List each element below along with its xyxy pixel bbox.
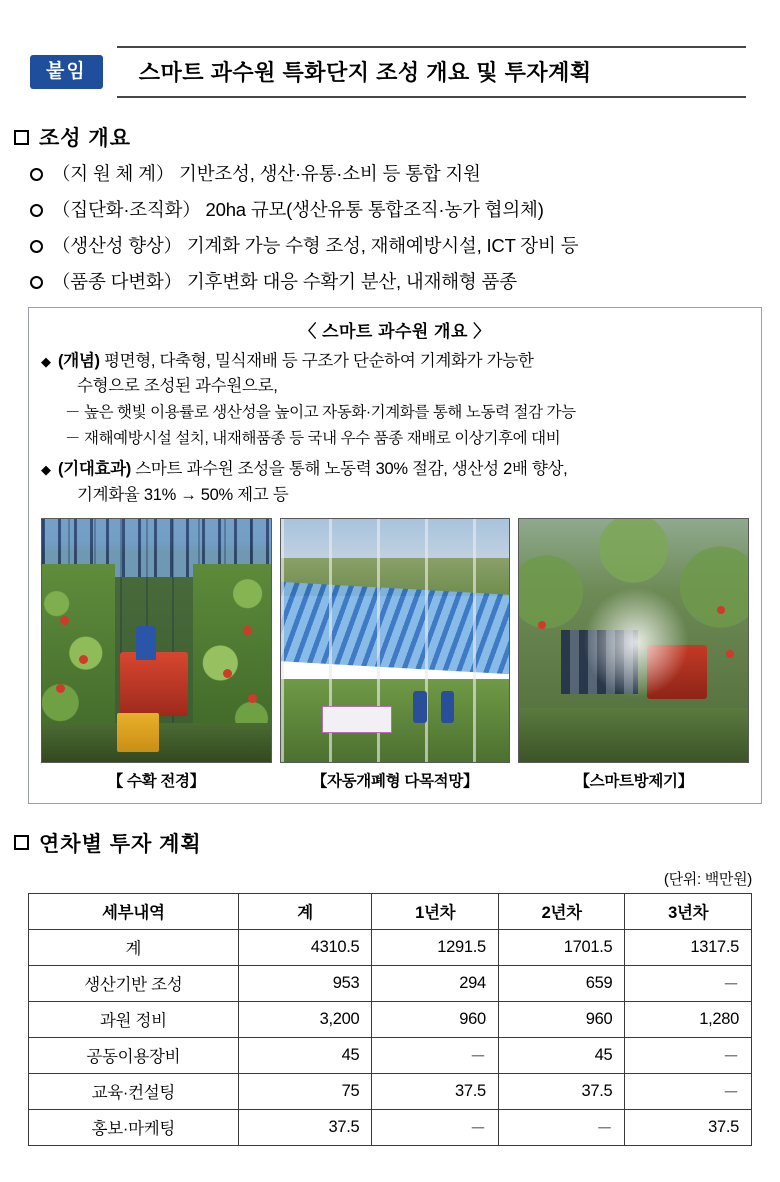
table-row (29, 929, 752, 965)
concept-text-line2: 수형으로 조성된 과수원으로, (77, 377, 278, 396)
concept-row (41, 350, 749, 374)
table-row (29, 1109, 752, 1145)
row-value: 659 (498, 965, 625, 1001)
row-value: 1701.5 (498, 929, 625, 965)
row-value: 45 (238, 1037, 372, 1073)
photo-caption: 【 수확 전경】 (107, 772, 205, 790)
smart-sprayer-photo (518, 518, 749, 763)
row-label: 공동이용장비 (29, 1037, 239, 1073)
apple-icon (56, 684, 65, 693)
row-label: 계 (29, 929, 239, 965)
row-value: － (625, 1073, 752, 1109)
row-value: 1317.5 (625, 929, 752, 965)
header-title-rule (117, 46, 746, 98)
support-posts (281, 519, 510, 762)
row-value: － (625, 965, 752, 1001)
effect-label: (기대효과) (58, 459, 131, 478)
person-figure (441, 691, 455, 723)
column-header: 계 (238, 893, 372, 929)
harvest-machine (120, 652, 189, 715)
document-header (0, 46, 780, 98)
row-value: 45 (498, 1037, 625, 1073)
row-value: 75 (238, 1073, 372, 1109)
row-value: 37.5 (498, 1073, 625, 1109)
ring-bullet-icon (30, 168, 43, 181)
row-value: 37.5 (372, 1073, 499, 1109)
column-header: 1년차 (372, 893, 499, 929)
photo-ground (519, 708, 748, 761)
effect-body: 스마트 과수원 조성을 통해 노동력 30% 절감, 생산성 2배 향상, (135, 459, 568, 478)
list-item (30, 234, 760, 257)
table-row (29, 1037, 752, 1073)
concept-body: 평면형, 다축형, 밀식재배 등 구조가 단순하여 기계화가 가능한 (103, 351, 534, 370)
apple-icon (248, 694, 257, 703)
column-header: 세부내역 (29, 893, 239, 929)
list-item (30, 198, 760, 221)
photo-cell-sprayer (518, 518, 749, 791)
row-value: － (625, 1037, 752, 1073)
apple-icon (538, 621, 546, 629)
attachment-badge: 붙임 (30, 55, 103, 89)
row-value: 4310.5 (238, 929, 372, 965)
square-bullet-icon (14, 835, 29, 850)
section-heading-investment (0, 828, 780, 858)
smart-orchard-info-box (28, 307, 762, 804)
row-value: 37.5 (238, 1109, 372, 1145)
info-box-title: 〈 스마트 과수원 개요 〉 (299, 321, 491, 341)
auto-net-photo (280, 518, 511, 763)
bullet-text: （지 원 체 계） 기반조성, 생산·유통·소비 등 통합 지원 (52, 163, 481, 184)
column-header: 2년차 (498, 893, 625, 929)
row-value: 294 (372, 965, 499, 1001)
harvest-photo (41, 518, 272, 763)
row-label: 생산기반 조성 (29, 965, 239, 1001)
square-bullet-icon (14, 130, 29, 145)
row-value: 3,200 (238, 1001, 372, 1037)
list-item (30, 270, 760, 293)
row-value: 953 (238, 965, 372, 1001)
investment-table (28, 893, 752, 1146)
row-value: 1291.5 (372, 929, 499, 965)
ring-bullet-icon (30, 276, 43, 289)
person-figure (413, 691, 427, 723)
ring-bullet-icon (30, 204, 43, 217)
photo-cell-harvest (41, 518, 272, 791)
effect-text (58, 458, 567, 482)
row-label: 교육·컨설팅 (29, 1073, 239, 1109)
column-header: 3년차 (625, 893, 752, 929)
row-value: － (498, 1109, 625, 1145)
row-value: 1,280 (625, 1001, 752, 1037)
table-row (29, 965, 752, 1001)
row-value: － (372, 1037, 499, 1073)
photo-cell-net (280, 518, 511, 791)
banner-sign (322, 706, 393, 732)
table-row (29, 1001, 752, 1037)
concept-label: (개념) (58, 351, 100, 370)
row-value: 960 (498, 1001, 625, 1037)
document-page (0, 46, 780, 1182)
row-value: － (372, 1109, 499, 1145)
spray-mist (583, 587, 688, 699)
photo-caption: 【스마트방제기】 (574, 772, 693, 790)
row-value: 37.5 (625, 1109, 752, 1145)
overview-bullet-list (0, 162, 780, 294)
diamond-bullet-icon: ◆ (41, 353, 51, 369)
section-heading-overview (0, 122, 780, 152)
ring-bullet-icon (30, 240, 43, 253)
dash-item: － 재해예방시설 설치, 내재해품종 등 국내 우수 품종 재배로 이상기후에 대비 (65, 429, 561, 447)
row-label: 홍보·마케팅 (29, 1109, 239, 1145)
yellow-bin (117, 713, 158, 752)
effect-row (41, 458, 749, 482)
page-title: 스마트 과수원 특화단지 조성 개요 및 투자계획 (138, 60, 592, 85)
section-heading-label: 조성 개요 (39, 127, 131, 150)
unit-note: (단위: 백만원) (663, 870, 752, 888)
row-label: 과원 정비 (29, 1001, 239, 1037)
row-value: 960 (372, 1001, 499, 1037)
bullet-text: （생산성 향상） 기계화 가능 수형 조성, 재해예방시설, ICT 장비 등 (52, 235, 579, 257)
section-heading-label: 연차별 투자 계획 (39, 832, 202, 856)
bullet-text: （품종 다변화） 기후변화 대응 수확기 분산, 내재해형 품종 (52, 271, 517, 293)
bullet-text: （집단화·조직화） 20ha 규모(생산유통 통합조직·농가 협의체) (52, 199, 544, 221)
operator-figure (136, 626, 157, 660)
list-item (30, 162, 760, 185)
dash-item: － 높은 햇빛 이용률로 생산성을 높이고 자동화·기계화를 통해 노동력 절감 가능 (65, 404, 576, 422)
photo-strip (41, 518, 749, 791)
apple-icon (243, 626, 252, 635)
apple-icon (79, 655, 88, 664)
diamond-bullet-icon: ◆ (41, 461, 51, 477)
photo-caption: 【자동개폐형 다목적망】 (311, 772, 479, 790)
table-header-row (29, 893, 752, 929)
effect-text-line2: 기계화율 31% → 50% 제고 등 (77, 485, 289, 504)
concept-text (58, 350, 534, 374)
table-row (29, 1073, 752, 1109)
